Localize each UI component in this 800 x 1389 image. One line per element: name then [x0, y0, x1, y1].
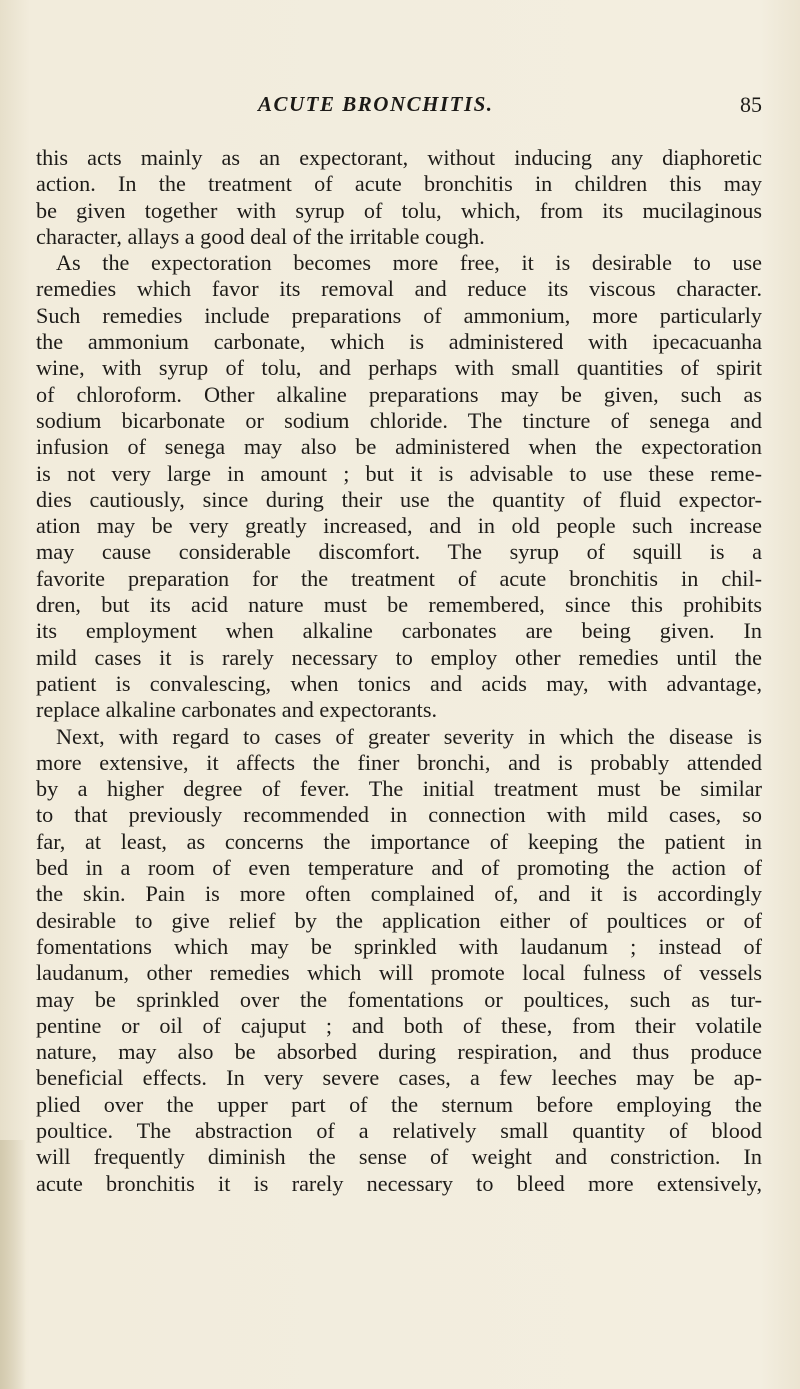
text-line: character, allays a good deal of the irritable cough.: [36, 223, 485, 249]
text-line: mild cases it is rarely necessary to employ other remedies until the: [36, 644, 762, 670]
text-line: favorite preparation for the treatment of acute bronchitis in chil-: [36, 565, 762, 591]
text-line: patient is convalescing, when tonics and acids may, with advantage,: [36, 670, 762, 696]
text-line: the skin. Pain is more often complained of, and it is accordingly: [36, 881, 762, 907]
text-line: may cause considerable discomfort. The syrup of squill is a: [36, 539, 762, 565]
text-line: is not very large in amount ; but it is advisable to use these reme-: [36, 460, 762, 486]
running-title: ACUTE BRONCHITIS.: [258, 92, 494, 116]
paragraph-start-line: Next, with regard to cases of greater severity in which the disease is: [56, 723, 762, 749]
text-line: plied over the upper part of the sternum before employing the: [36, 1091, 762, 1117]
page-number: 85: [740, 92, 762, 117]
text-line: replace alkaline carbonates and expectorants.: [36, 697, 438, 723]
text-line: will frequently diminish the sense of weight and constriction. In: [36, 1144, 762, 1170]
text-line: pentine or oil of cajuput ; and both of these, from their volatile: [36, 1012, 762, 1038]
text-line: ation may be very greatly increased, and in old people such increase: [36, 513, 762, 539]
text-line: infusion of senega may also be administered when the expectoration: [36, 434, 762, 460]
text-line: dren, but its acid nature must be remembered, since this prohibits: [36, 592, 762, 618]
text-line: laudanum, other remedies which will promote local fulness of vessels: [36, 960, 762, 986]
text-line: Such remedies include preparations of ammonium, more particularly: [36, 302, 762, 328]
text-line: beneficial effects. In very severe cases, a few leeches may be ap-: [36, 1065, 762, 1091]
page-edge-shadow: [0, 1140, 26, 1389]
body-text: [36, 145, 762, 1197]
text-line: by a higher degree of fever. The initial treatment must be similar: [36, 776, 762, 802]
text-line: poultice. The abstraction of a relatively small quantity of blood: [36, 1117, 762, 1143]
text-line: more extensive, it affects the finer bronchi, and is probably attended: [36, 749, 762, 775]
text-line: to that previously recommended in connection with mild cases, so: [36, 802, 762, 828]
text-line: fomentations which may be sprinkled with laudanum ; instead of: [36, 933, 762, 959]
text-line: its employment when alkaline carbonates are being given. In: [36, 618, 762, 644]
text-line: may be sprinkled over the fomentations or poultices, such as tur-: [36, 986, 762, 1012]
text-line: action. In the treatment of acute bronchitis in children this may: [36, 171, 762, 197]
text-line: the ammonium carbonate, which is administered with ipecacuanha: [36, 329, 762, 355]
text-line: desirable to give relief by the application either of poultices or of: [36, 907, 762, 933]
text-line: acute bronchitis it is rarely necessary to bleed more extensively,: [36, 1170, 762, 1196]
text-line: sodium bicarbonate or sodium chloride. The tincture of senega and: [36, 407, 762, 433]
text-line: wine, with syrup of tolu, and perhaps with small quantities of spirit: [36, 355, 762, 381]
text-line: nature, may also be absorbed during respiration, and thus produce: [36, 1039, 762, 1065]
text-line: of chloroform. Other alkaline preparations may be given, such as: [36, 381, 762, 407]
text-line: dies cautiously, since during their use the quantity of fluid expector-: [36, 486, 762, 512]
text-line: be given together with syrup of tolu, which, from its mucilaginous: [36, 197, 762, 223]
text-line: remedies which favor its removal and reduce its viscous character.: [36, 276, 762, 302]
text-line: bed in a room of even temperature and of promoting the action of: [36, 855, 762, 881]
text-line: far, at least, as concerns the importance of keeping the patient in: [36, 828, 762, 854]
page-header: [250, 92, 762, 122]
text-line: this acts mainly as an expectorant, without inducing any diaphoretic: [36, 145, 762, 170]
paragraph-start-line: As the expectoration becomes more free, it is desirable to use: [56, 250, 762, 276]
